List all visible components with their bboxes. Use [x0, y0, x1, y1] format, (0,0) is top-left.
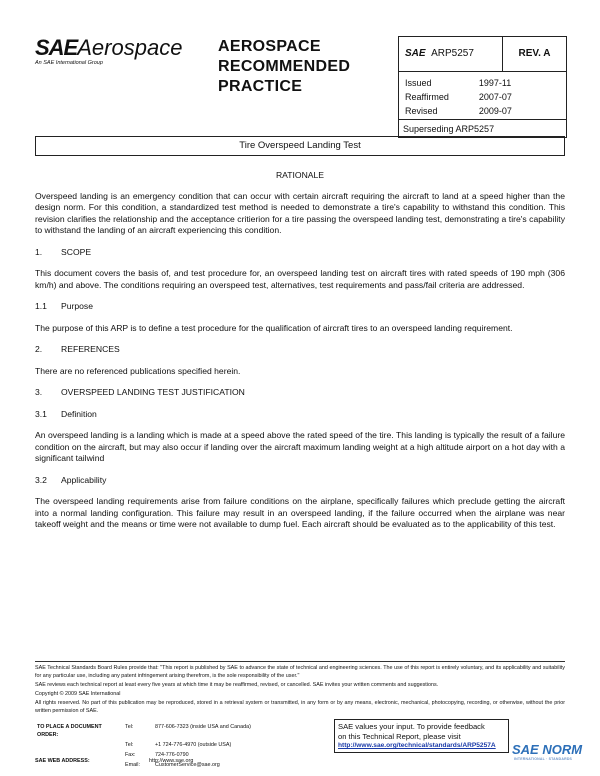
footer-legal [35, 664, 565, 716]
date-row-revised: Revised 2009-07 [405, 106, 512, 116]
title-line-1: AEROSPACE [218, 38, 321, 55]
document-body [35, 170, 565, 541]
section-3-heading: 3. OVERSPEED LANDING TEST JUSTIFICATION [35, 387, 245, 397]
feedback-box [334, 719, 509, 753]
web-address [35, 757, 193, 765]
watermark-subtitle: INTERNATIONAL · STANDARDS [514, 757, 573, 761]
section-3-2-heading: 3.2 Applicability [35, 474, 107, 485]
title-line-2: RECOMMENDED [218, 58, 351, 75]
dates-table [403, 75, 514, 119]
order-label: TO PLACE A DOCUMENT ORDER: [37, 724, 102, 738]
section-3-2-text: The overspeed landing requirements arise from failure conditions on the airplane, specifically failures which preclude getting the aircraft into a normal landing configuration. This failure may result in an overspeed landing, if the failure occurred when the airplane was near takeoff weight and the means or time were not available to dump fuel. Each aircraft should be evaluated as to the applicability of this test. [35, 496, 565, 529]
feedback-line-2: on this Technical Report, please visit [338, 731, 461, 741]
revision-label: REV. A [518, 48, 551, 59]
footer-copyright: Copyright © 2009 SAE International [35, 691, 121, 697]
rationale-text: Overspeed landing is an emergency condition that can occur with certain aircraft requiring the aircraft to land at a speed higher than the design norm. For this condition, a standardized test method is needed to demonstrate a tire's capability to withstand this condition. This revision clarifies the relationship and the acceptance critierion for a tire passing the overspeed landing test, demonstrating a tire's capability to withstand the landing of an aircraft experiencing this condition. [35, 190, 565, 235]
section-3-1-text: An overspeed landing is a landing which is made at a speed above the rated speed of the tire. This landing is typically the result of a failure condition on the aircraft, but may also occur if landing over the aircraft maximum landing weight at a high altitude airport on a hot day with a significant tailwind [35, 430, 565, 463]
section-2-text: There are no referenced publications specified herein. [35, 365, 241, 376]
feedback-link[interactable]: http://www.sae.org/technical/standards/ARP5257A [338, 742, 496, 749]
document-title-bar: Tire Overspeed Landing Test [35, 136, 565, 156]
contact-tel-2: +1 724-776-4970 (outside USA) [155, 742, 232, 748]
section-3-1-heading: 3.1 Definition [35, 408, 97, 419]
logo-sae: SAE [35, 35, 78, 60]
contact-fax: 724-776-0790 [155, 752, 189, 758]
section-2-heading: 2. REFERENCES [35, 344, 120, 354]
sae-norm-watermark: SAE NORM INTERNATIONAL · STANDARDS [512, 742, 583, 761]
section-1-1-heading: 1.1 Purpose [35, 301, 94, 311]
document-info-box [398, 36, 567, 138]
web-address-link[interactable]: http://www.sae.org [149, 758, 194, 764]
section-1-1-text: The purpose of this ARP is to define a test procedure for the qualification of aircraft tires to an overspeed landing requirement. [35, 322, 513, 333]
logo-aerospace: Aerospace [77, 35, 183, 60]
contact-email[interactable]: CustomerService@sae.org [155, 762, 220, 768]
document-type-title [218, 37, 350, 97]
feedback-line-1: SAE values your input. To provide feedback [338, 722, 485, 731]
footer-rights: All rights reserved. No part of this publication may be reproduced, stored in a retrieval system or transmitted, in any form or by any means, electronic, mechanical, photocopying, recording, or otherwise, without the prior written permission of SAE. [35, 700, 565, 714]
date-row-issued: Issued 1997-11 [405, 78, 512, 88]
document-number-cell [399, 37, 503, 71]
order-contacts: TO PLACE A DOCUMENT ORDER: Tel: 877-606-7323 (inside USA and Canada) Tel: +1 724-776-4970 (outside USA) Fax: 724-776-0790 Email: CustomerService@sae.org [37, 724, 251, 768]
contact-tel-1: 877-606-7323 (inside USA and Canada) [155, 724, 251, 730]
title-line-3: PRACTICE [218, 78, 303, 95]
web-address-label: SAE WEB ADDRESS: [35, 758, 90, 764]
superseding-label: Superseding ARP5257 [399, 119, 566, 137]
footer-policy: SAE Technical Standards Board Rules provide that: "This report is published by SAE to advance the state of technical and engineering sciences. The use of this report is entirely voluntary, and its applicability and suitability for any particular use, including any patent infringement arising therefrom, is the sole responsibility of the user." [35, 665, 565, 679]
rationale-heading: RATIONALE [275, 170, 325, 180]
document-number: ARP5257 [431, 48, 474, 59]
section-1-heading: 1. SCOPE [35, 246, 92, 257]
footer-review: SAE reviews each technical report at least every five years at which time it may be reaffirmed, revised, or cancelled. SAE invites your written comments and suggestions. [35, 682, 439, 688]
logo-subtitle: An SAE International Group [35, 60, 103, 66]
date-row-reaffirmed: Reaffirmed 2007-07 [405, 92, 512, 102]
sae-mini-logo: SAE [405, 48, 426, 59]
section-1-text: This document covers the basis of, and test procedure for, an overspeed landing test on aircraft tires with rated speeds of 190 mph (306 km/h) and above. The conditions requiring an overspeed test, alternatives, test requirements and pass/fail criteria are addressed. [35, 268, 565, 290]
footer-divider [35, 661, 565, 662]
sae-aerospace-logo [35, 36, 215, 66]
